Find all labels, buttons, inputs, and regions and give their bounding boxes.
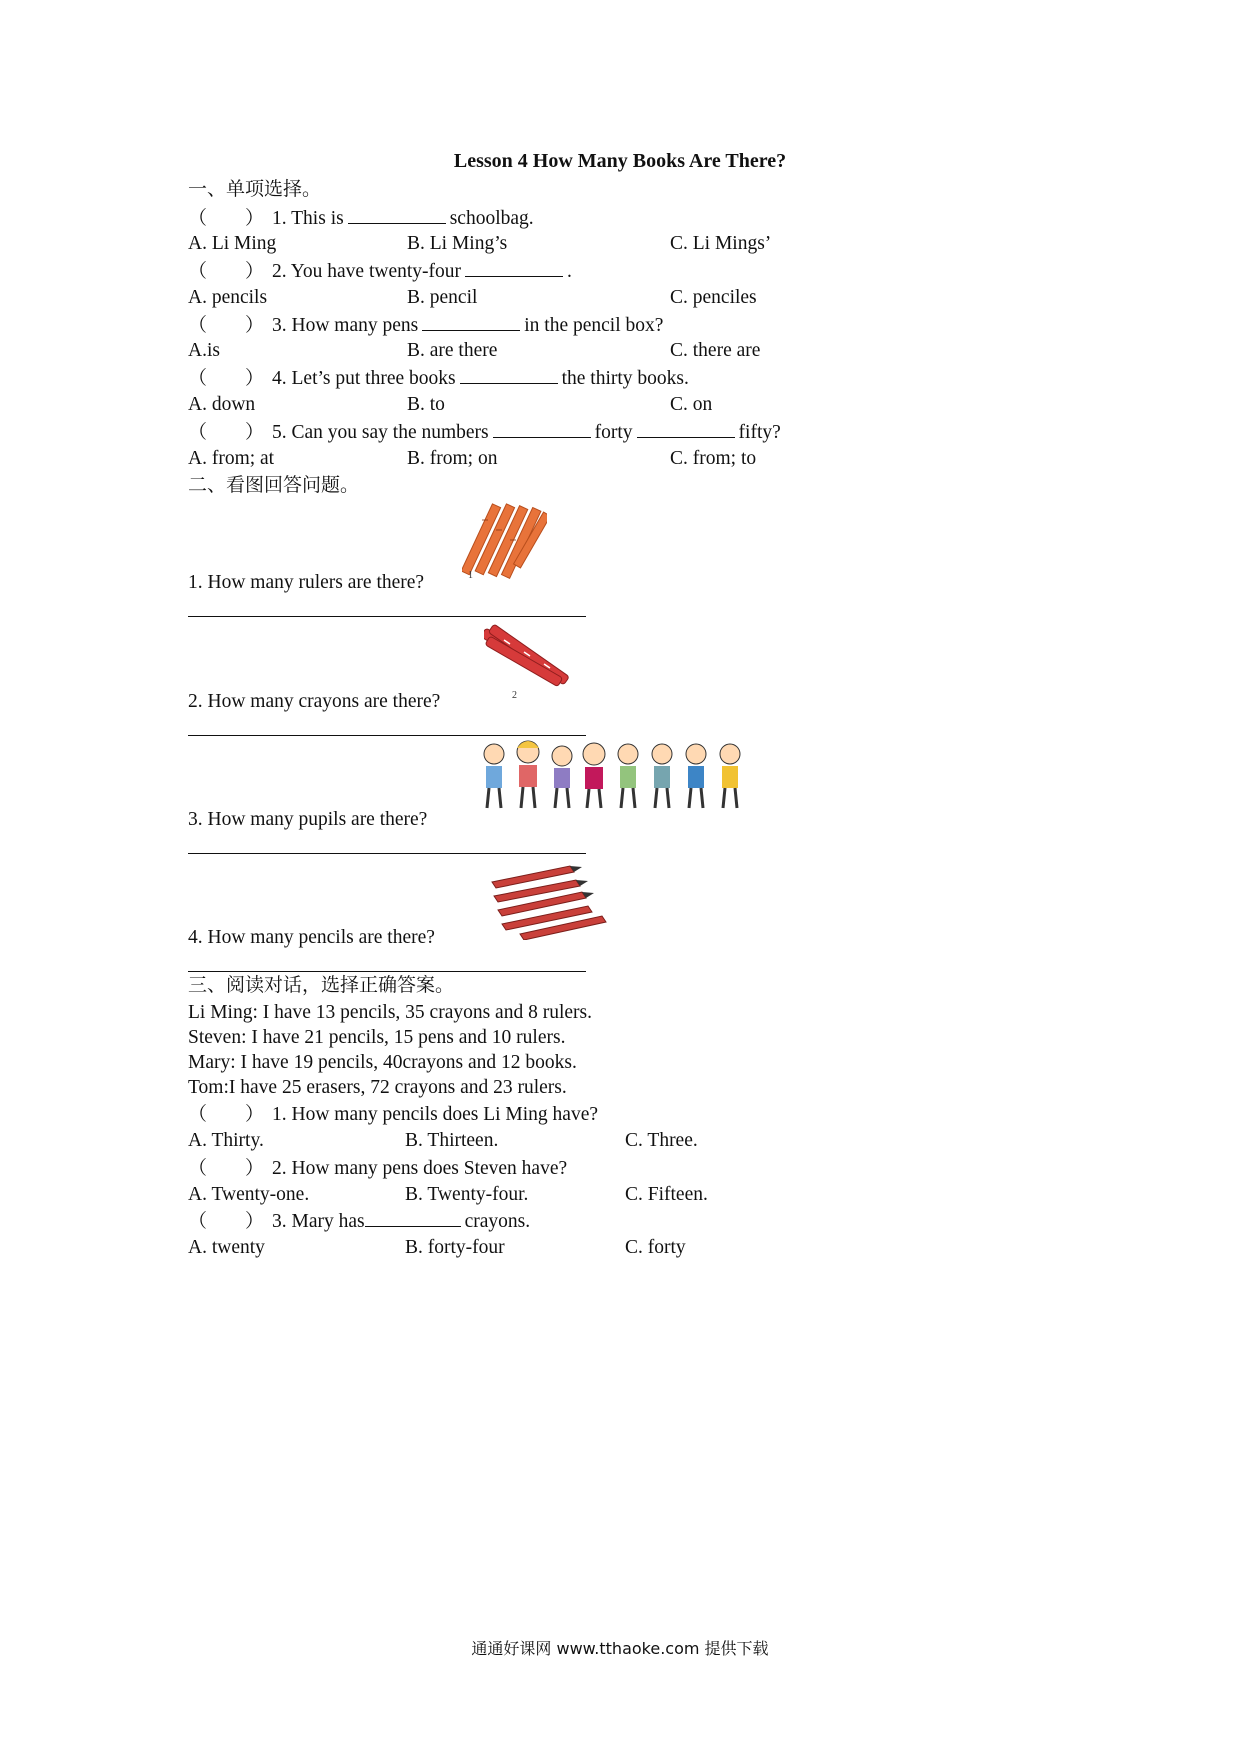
option-a: A. down bbox=[188, 394, 256, 415]
question-1: （ ） 1. This is schoolbag. bbox=[188, 207, 534, 229]
answer-paren[interactable]: （ ） bbox=[188, 1210, 265, 1232]
fill-blank[interactable] bbox=[493, 419, 591, 438]
answer-paren[interactable]: （ ） bbox=[188, 260, 265, 282]
option-b: B. are there bbox=[407, 340, 498, 361]
dialogue-line: Li Ming: I have 13 pencils, 35 crayons and 8 rulers. bbox=[188, 1002, 592, 1023]
pencils-picture bbox=[490, 862, 610, 940]
answer-paren[interactable]: （ ） bbox=[188, 421, 265, 443]
fill-blank[interactable] bbox=[348, 205, 446, 224]
option-c: C. on bbox=[670, 394, 713, 415]
option-c: C. from; to bbox=[670, 448, 757, 469]
answer-paren[interactable]: （ ） bbox=[188, 314, 265, 336]
picture-question-1: 1. How many rulers are there? bbox=[188, 572, 425, 593]
answer-paren[interactable]: （ ） bbox=[188, 207, 265, 229]
option-a: A.is bbox=[188, 340, 220, 361]
answer-paren[interactable]: （ ） bbox=[188, 367, 265, 389]
option-b: B. to bbox=[407, 394, 445, 415]
option-b: B. pencil bbox=[407, 287, 478, 308]
picture-tag: 1 bbox=[468, 570, 473, 581]
option-b: B. from; on bbox=[407, 448, 498, 469]
fill-blank[interactable] bbox=[422, 312, 520, 331]
pencil-icon bbox=[492, 866, 606, 940]
question-2: （ ） 2. You have twenty-four . bbox=[188, 260, 572, 282]
dialogue-line: Mary: I have 19 pencils, 40crayons and 12 books. bbox=[188, 1052, 577, 1073]
picture-question-2: 2. How many crayons are there? bbox=[188, 691, 441, 712]
section3-heading: 三、阅读对话，选择正确答案。 bbox=[188, 974, 455, 996]
option-a: A. Li Ming bbox=[188, 233, 277, 254]
question-5: （ ） 5. Can you say the numbers forty fifty? bbox=[188, 421, 781, 443]
fill-blank[interactable] bbox=[637, 419, 735, 438]
reading-question-1: （ ） 1. How many pencils does Li Ming have? bbox=[188, 1103, 599, 1125]
reading-question-3: （ ） 3. Mary has crayons. bbox=[188, 1210, 531, 1232]
option-b: B. Thirteen. bbox=[405, 1130, 499, 1151]
crayon-icon bbox=[484, 624, 569, 687]
reading-question-2: （ ） 2. How many pens does Steven have? bbox=[188, 1157, 568, 1179]
pupils-picture bbox=[478, 738, 760, 818]
question-4: （ ） 4. Let’s put three books the thirty books. bbox=[188, 367, 689, 389]
crayons-picture bbox=[484, 622, 594, 712]
answer-line[interactable] bbox=[188, 735, 586, 736]
option-c: C. Fifteen. bbox=[625, 1184, 708, 1205]
option-b: B. forty-four bbox=[405, 1237, 505, 1258]
option-b: B. Twenty-four. bbox=[405, 1184, 529, 1205]
option-c: C. there are bbox=[670, 340, 761, 361]
picture-question-3: 3. How many pupils are there? bbox=[188, 809, 428, 830]
dialogue-line: Steven: I have 21 pencils, 15 pens and 10 rulers. bbox=[188, 1027, 566, 1048]
option-a: A. Twenty-one. bbox=[188, 1184, 310, 1205]
question-3: （ ） 3. How many pens in the pencil box? bbox=[188, 314, 664, 336]
rulers-picture bbox=[462, 500, 547, 595]
option-a: A. Thirty. bbox=[188, 1130, 264, 1151]
fill-blank[interactable] bbox=[465, 258, 563, 277]
option-a: A. twenty bbox=[188, 1237, 265, 1258]
page-title: Lesson 4 How Many Books Are There? bbox=[453, 150, 787, 172]
option-c: C. penciles bbox=[670, 287, 757, 308]
dialogue-line: Tom:I have 25 erasers, 72 crayons and 23 rulers. bbox=[188, 1077, 567, 1098]
answer-paren[interactable]: （ ） bbox=[188, 1103, 265, 1125]
answer-paren[interactable]: （ ） bbox=[188, 1157, 265, 1179]
section1-heading: 一、单项选择。 bbox=[188, 178, 322, 200]
option-a: A. from; at bbox=[188, 448, 275, 469]
option-c: C. Three. bbox=[625, 1130, 698, 1151]
fill-blank[interactable] bbox=[365, 1208, 461, 1227]
ruler-icon bbox=[462, 504, 547, 578]
section2-heading: 二、看图回答问题。 bbox=[188, 474, 360, 496]
answer-line[interactable] bbox=[188, 853, 586, 854]
fill-blank[interactable] bbox=[460, 365, 558, 384]
footer-credit: 通通好课网 www.tthaoke.com 提供下载 bbox=[471, 1639, 769, 1658]
option-c: C. forty bbox=[625, 1237, 686, 1258]
child-icon bbox=[484, 741, 740, 808]
picture-question-4: 4. How many pencils are there? bbox=[188, 927, 435, 948]
answer-line[interactable] bbox=[188, 616, 586, 617]
option-b: B. Li Ming’s bbox=[407, 233, 508, 254]
option-c: C. Li Mings’ bbox=[670, 233, 772, 254]
option-a: A. pencils bbox=[188, 287, 268, 308]
picture-tag: 2 bbox=[512, 690, 517, 701]
